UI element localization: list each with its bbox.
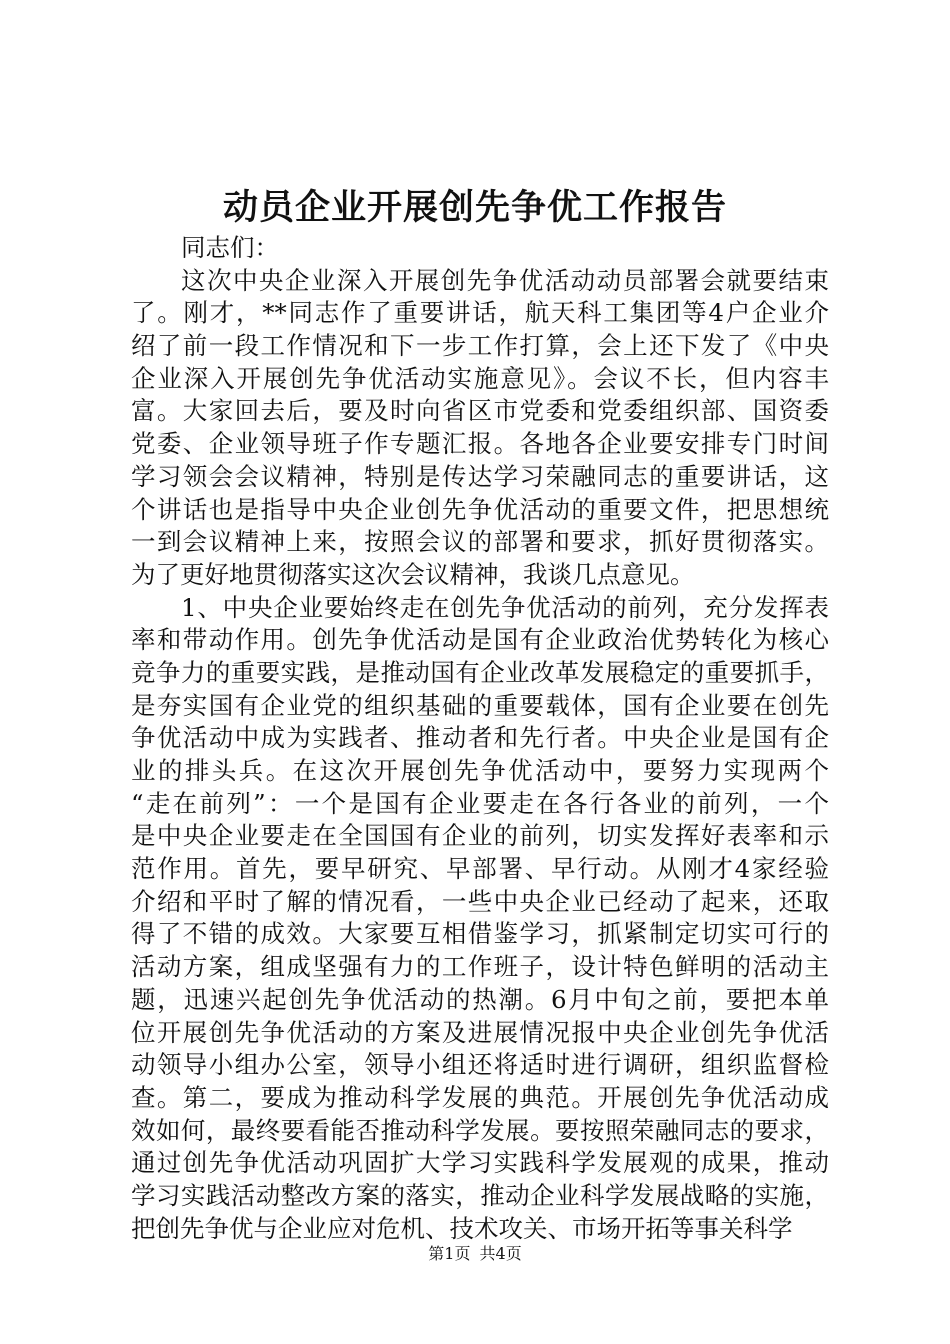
text-line: 争优活动中成为实践者、推动者和先行者。中央企业是国有企 xyxy=(131,723,829,753)
text-line: 查。第二，要成为推动科学发展的典范。开展创先争优活动成 xyxy=(131,1082,829,1112)
document-title: 动员企业开展创先争优工作报告 xyxy=(222,187,727,228)
text-line: 1、中央企业要始终走在创先争优活动的前列，充分发挥表 xyxy=(181,592,829,622)
text-line: 率和带动作用。创先争优活动是国有企业政治优势转化为核心 xyxy=(131,625,829,655)
text-line: 是夯实国有企业党的组织基础的重要载体，国有企业要在创先 xyxy=(131,690,829,720)
document-body xyxy=(131,232,829,1245)
text-line: 动领导小组办公室，领导小组还将适时进行调研，组织监督检 xyxy=(131,1050,829,1080)
text-line: 竞争力的重要实践，是推动国有企业改革发展稳定的重要抓手， xyxy=(131,657,829,687)
text-line: 绍了前一段工作情况和下一步工作打算，会上还下发了《中央 xyxy=(131,331,829,361)
text-line: 业的排头兵。在这次开展创先争优活动中，要努力实现两个 xyxy=(131,756,829,785)
text-line: 党委、企业领导班子作专题汇报。各地各企业要安排专门时间 xyxy=(131,429,829,459)
text-line: 介绍和平时了解的情况看，一些中央企业已经动了起来，还取 xyxy=(131,886,829,916)
paragraph xyxy=(131,592,829,1246)
text-line: 学习实践活动整改方案的落实，推动企业科学发展战略的实施， xyxy=(131,1180,829,1210)
text-line: 位开展创先争优活动的方案及进展情况报中央企业创先争优活 xyxy=(131,1017,829,1047)
text-line: 范作用。首先，要早研究、早部署、早行动。从刚才4家经验 xyxy=(131,854,829,884)
text-line: 活动方案，组成坚强有力的工作班子，设计特色鲜明的活动主 xyxy=(131,952,829,982)
text-line: 为了更好地贯彻落实这次会议精神，我谈几点意见。 xyxy=(131,559,695,589)
page-total: 共4页 xyxy=(479,1244,522,1263)
text-line: 了。刚才，**同志作了重要讲话，航天科工集团等4户企业介 xyxy=(131,298,829,328)
text-line: 富。大家回去后，要及时向省区市党委和党委组织部、国资委 xyxy=(131,396,829,426)
paragraph xyxy=(131,232,829,265)
text-line: 这次中央企业深入开展创先争优活动动员部署会就要结束 xyxy=(181,265,829,295)
text-line: 一到会议精神上来，按照会议的部署和要求，抓好贯彻落实。 xyxy=(131,527,829,557)
text-line: 企业深入开展创先争优活动实施意见》。会议不长，但内容丰 xyxy=(131,363,829,393)
text-line: 通过创先争优活动巩固扩大学习实践科学发展观的成果，推动 xyxy=(131,1148,829,1178)
page-number: 第1页 xyxy=(428,1244,471,1263)
text-line: 把创先争优与企业应对危机、技术攻关、市场开拓等事关科学 xyxy=(131,1213,793,1243)
text-line: 效如何，最终要看能否推动科学发展。要按照荣融同志的要求， xyxy=(131,1115,829,1145)
text-line: 得了不错的成效。大家要互相借鉴学习，抓紧制定切实可行的 xyxy=(131,919,829,949)
page-footer xyxy=(0,1242,950,1266)
text-line: 学习领会会议精神，特别是传达学习荣融同志的重要讲话，这 xyxy=(131,461,829,491)
text-line: 个讲话也是指导中央企业创先争优活动的重要文件，把思想统 xyxy=(131,494,829,524)
text-line: “走在前列”：一个是国有企业要走在各行各业的前列，一个 xyxy=(131,788,829,818)
text-line: 同志们： xyxy=(181,233,279,262)
text-line: 是中央企业要走在全国国有企业的前列，切实发挥好表率和示 xyxy=(131,821,829,851)
paragraph xyxy=(131,265,829,592)
text-line: 题，迅速兴起创先争优活动的热潮。6月中旬之前，要把本单 xyxy=(131,984,829,1014)
